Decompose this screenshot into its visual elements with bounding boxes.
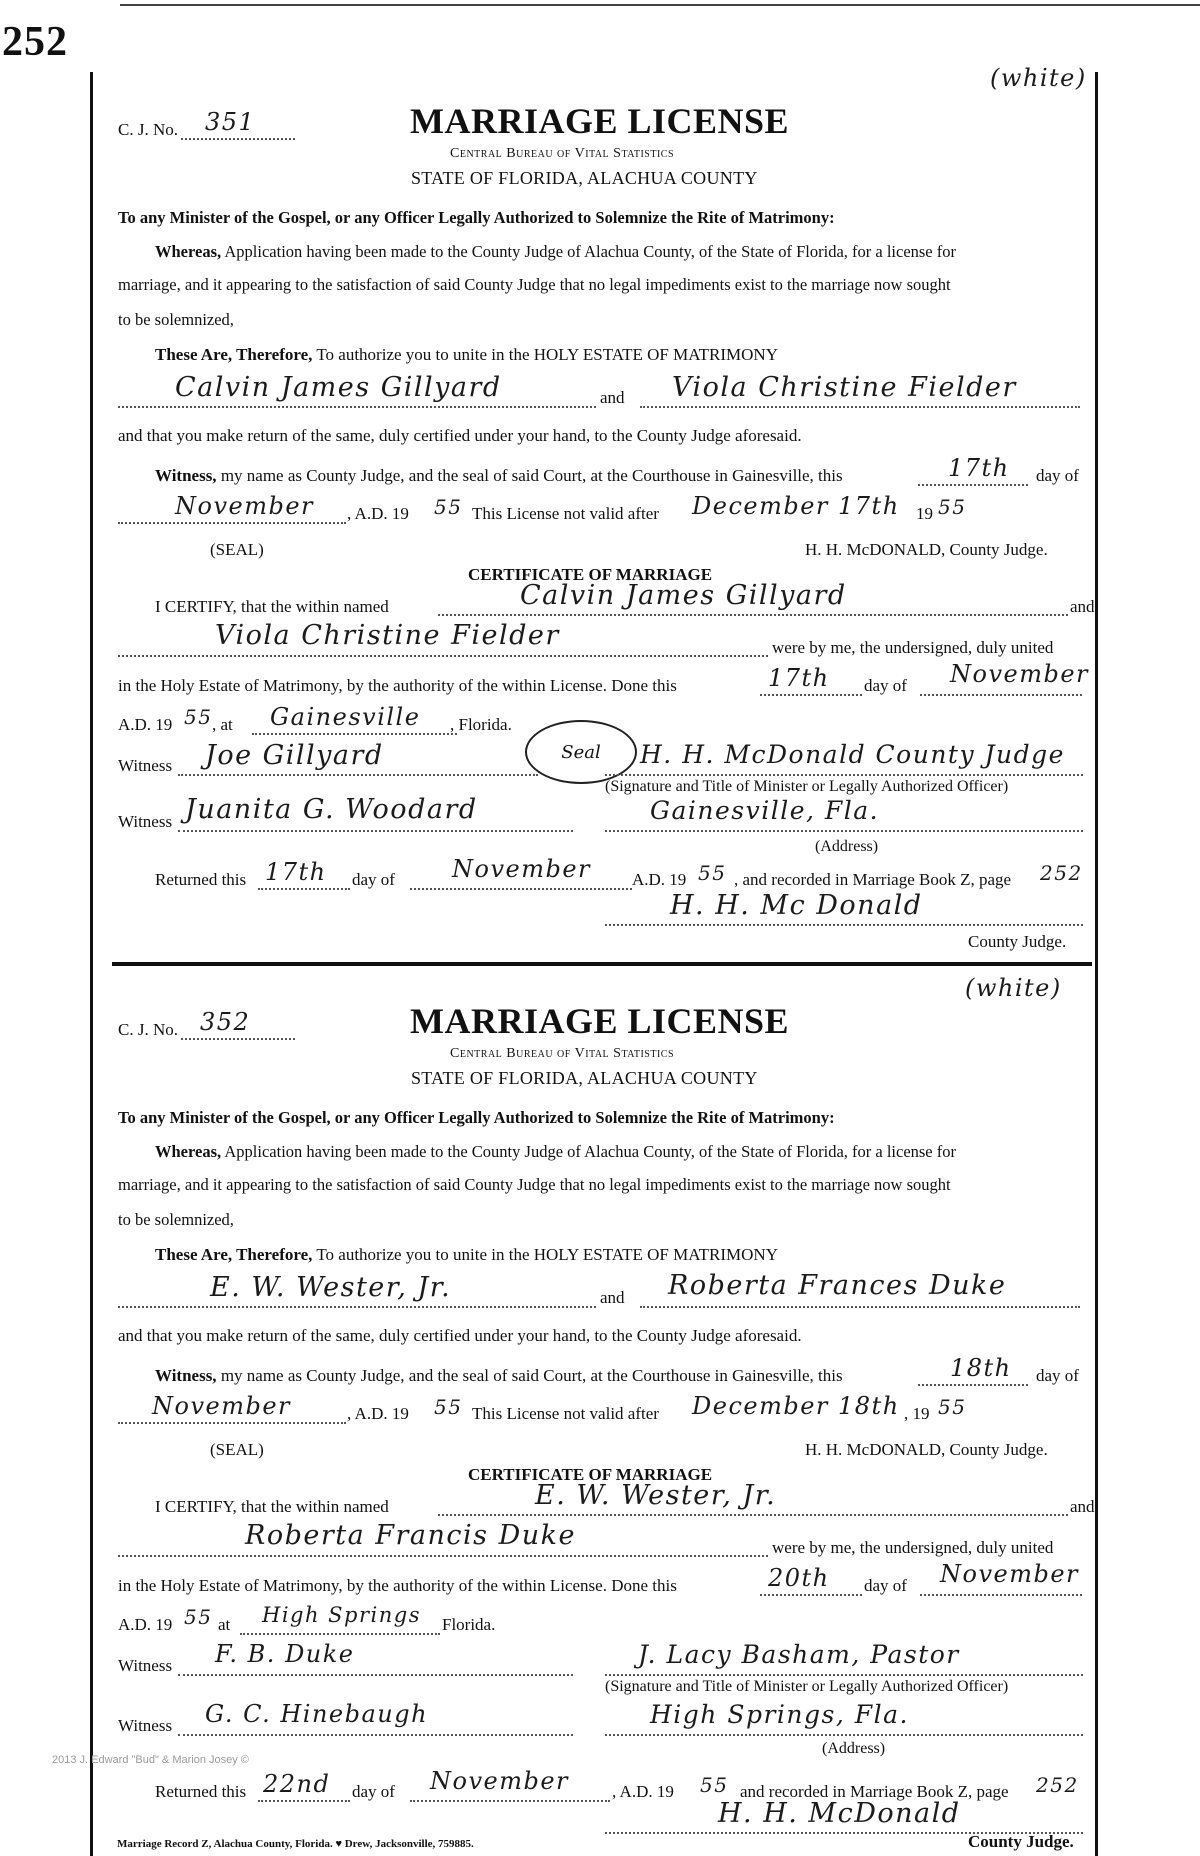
witness-line: Witness, my name as County Judge, and the seal of said Court, at the Courthouse in Gainesville, this <box>155 1366 843 1385</box>
holy-estate-line: in the Holy Estate of Matrimony, by the authority of the within License. Done this <box>118 676 677 695</box>
valid-sep: , 19 <box>904 1404 930 1423</box>
returned-month: November <box>452 855 592 883</box>
judge-signature-line: H. H. McDONALD, County Judge. <box>805 1440 1048 1459</box>
valid-until: December 17th <box>692 492 900 520</box>
ad-done-label: A.D. 19 <box>118 1615 173 1634</box>
issue-year: 55 <box>434 495 463 519</box>
state-line: STATE OF FLORIDA, ALACHUA COUNTY <box>411 1068 758 1088</box>
officer-caption: (Signature and Title of Minister or Legally Authorized Officer) <box>605 778 1009 795</box>
officer-signature: J. Lacy Basham, Pastor <box>638 1640 960 1669</box>
done-day-of: day of <box>864 1576 907 1595</box>
cert-bride: Roberta Francis Duke <box>245 1520 576 1551</box>
cert-and: and <box>1070 1497 1095 1516</box>
ad-label: , A.D. 19 <box>347 504 409 523</box>
returned-day-of: day of <box>352 1782 395 1801</box>
county-judge-label: County Judge. <box>968 932 1067 951</box>
witness-2-signature: G. C. Hinebaugh <box>205 1700 429 1728</box>
not-valid-label: This License not valid after <box>472 504 659 523</box>
ad-label: , A.D. 19 <box>347 1404 409 1423</box>
whereas-line-3: to be solemnized, <box>118 310 234 329</box>
returned-day: 17th <box>265 858 327 886</box>
and-word: and <box>600 388 625 407</box>
day-of-label: day of <box>1036 466 1079 485</box>
witness-1-label: Witness <box>118 756 173 775</box>
returned-label: Returned this <box>155 1782 247 1801</box>
seal-label: (SEAL) <box>210 1440 264 1459</box>
top-edge-rule <box>120 4 1200 7</box>
recorder-signature: H. H. Mc Donald <box>670 890 923 921</box>
certify-label: I CERTIFY, that the within named <box>155 597 389 616</box>
holy-estate-line: in the Holy Estate of Matrimony, by the authority of the within License. Done this <box>118 1576 677 1595</box>
recorded-text: and recorded in Marriage Book Z, page <box>740 1782 1009 1801</box>
copyright-watermark: 2013 J. Edward "Bud" & Marion Josey © <box>52 1754 249 1766</box>
at-label: at <box>218 1615 231 1634</box>
these-are-line: These Are, Therefore, To authorize you to unite in the HOLY ESTATE OF MATRIMONY <box>155 1245 778 1264</box>
done-month: November <box>950 660 1090 688</box>
and-word: and <box>600 1288 625 1307</box>
address-line: To any Minister of the Gospel, or any Officer Legally Authorized to Solemnize the Rite of Matrimony: <box>118 1108 835 1127</box>
issue-year: 55 <box>434 1395 463 1419</box>
ad-done-label: A.D. 19 <box>118 715 173 734</box>
witness-2-signature: Juanita G. Woodard <box>185 794 478 825</box>
returned-ad: A.D. 19 <box>632 870 687 889</box>
witness-1-signature: Joe Gillyard <box>205 740 384 771</box>
these-are-line: These Are, Therefore, To authorize you to unite in the HOLY ESTATE OF MATRIMONY <box>155 345 778 364</box>
address-caption: (Address) <box>815 838 879 855</box>
witness-2-label: Witness <box>118 812 173 831</box>
certify-label: I CERTIFY, that the within named <box>155 1497 389 1516</box>
whereas-line-2: marriage, and it appearing to the satisfaction of said County Judge that no legal impediments exist to the marriage now sought <box>118 1175 951 1194</box>
bureau-line: Central Bureau of Vital Statistics <box>450 146 675 161</box>
returned-month: November <box>430 1767 570 1795</box>
recorder-signature: H. H. McDonald <box>718 1798 961 1829</box>
state-line: STATE OF FLORIDA, ALACHUA COUNTY <box>411 168 758 188</box>
marriage-place: Gainesville <box>270 703 421 731</box>
marriage-place: High Springs <box>262 1603 422 1627</box>
valid-sep: 19 <box>916 504 933 523</box>
returned-day-of: day of <box>352 870 395 889</box>
day-of-label: day of <box>1036 1366 1079 1385</box>
issue-day: 18th <box>950 1354 1012 1382</box>
certificate-title: CERTIFICATE OF MARRIAGE <box>468 565 713 584</box>
license-title: MARRIAGE LICENSE <box>410 1001 790 1041</box>
cert-groom: E. W. Wester, Jr. <box>535 1480 777 1511</box>
witness-line: Witness, my name as County Judge, and the seal of said Court, at the Courthouse in Gainesville, this <box>155 466 843 485</box>
witness-2-label: Witness <box>118 1716 173 1735</box>
whereas-line-1: Whereas, Application having been made to the County Judge of Alachua County, of the State of Florida, for a license for <box>155 242 956 261</box>
officer-caption: (Signature and Title of Minister or Legally Authorized Officer) <box>605 1678 1009 1695</box>
return-line: and that you make return of the same, duly certified under your hand, to the County Judge aforesaid. <box>118 1326 802 1345</box>
judge-signature-line: H. H. McDONALD, County Judge. <box>805 540 1048 559</box>
returned-label: Returned this <box>155 870 247 889</box>
officer-address: Gainesville, Fla. <box>650 796 880 825</box>
recorded-text: , and recorded in Marriage Book Z, page <box>734 870 1012 889</box>
page-number: 252 <box>2 19 68 65</box>
cert-and: and <box>1070 597 1095 616</box>
return-line: and that you make return of the same, duly certified under your hand, to the County Judge aforesaid. <box>118 426 802 445</box>
cert-groom: Calvin James Gillyard <box>520 580 847 611</box>
certificate-title: CERTIFICATE OF MARRIAGE <box>468 1465 713 1484</box>
whereas-line-2: marriage, and it appearing to the satisfaction of said County Judge that no legal impediments exist to the marriage now sought <box>118 275 951 294</box>
united-text: were by me, the undersigned, duly united <box>772 1538 1054 1557</box>
officer-address: High Springs, Fla. <box>650 1700 909 1729</box>
race-note: (white) <box>990 64 1087 92</box>
florida-label: , Florida. <box>450 715 512 734</box>
not-valid-label: This License not valid after <box>472 1404 659 1423</box>
witness-1-label: Witness <box>118 1656 173 1675</box>
groom-name: Calvin James Gillyard <box>175 372 502 403</box>
officer-signature: H. H. McDonald County Judge <box>640 740 1065 769</box>
cj-label: C. J. No. <box>118 120 178 139</box>
bride-name: Viola Christine Fielder <box>672 372 1017 403</box>
issue-month: November <box>175 492 315 520</box>
groom-name: E. W. Wester, Jr. <box>210 1272 452 1303</box>
cj-label: C. J. No. <box>118 1020 178 1039</box>
valid-year: 55 <box>938 1395 967 1419</box>
done-day: 20th <box>768 1564 830 1592</box>
done-month: November <box>940 1560 1080 1588</box>
returned-day: 22nd <box>263 1770 331 1798</box>
united-text: were by me, the undersigned, duly united <box>772 638 1054 657</box>
done-day: 17th <box>768 664 830 692</box>
valid-year: 55 <box>938 495 967 519</box>
footer-county-judge: County Judge. <box>968 1832 1074 1851</box>
bureau-line: Central Bureau of Vital Statistics <box>450 1046 675 1061</box>
section-divider <box>112 962 1092 966</box>
valid-until: December 18th <box>692 1392 900 1420</box>
done-year: 55 <box>184 1605 213 1629</box>
returned-ad: , A.D. 19 <box>612 1782 674 1801</box>
at-label: , at <box>212 715 233 734</box>
returned-year: 55 <box>700 1773 729 1797</box>
court-seal-stamp: Seal <box>525 720 637 784</box>
race-note: (white) <box>965 974 1062 1002</box>
issue-day: 17th <box>948 454 1010 482</box>
witness-1-signature: F. B. Duke <box>215 1640 355 1668</box>
done-year: 55 <box>184 705 213 729</box>
address-line: To any Minister of the Gospel, or any Officer Legally Authorized to Solemnize the Rite of Matrimony: <box>118 208 835 227</box>
returned-year: 55 <box>698 861 727 885</box>
seal-label: (SEAL) <box>210 540 264 559</box>
done-day-of: day of <box>864 676 907 695</box>
florida-label: Florida. <box>442 1615 496 1634</box>
whereas-line-1: Whereas, Application having been made to the County Judge of Alachua County, of the State of Florida, for a license for <box>155 1142 956 1161</box>
book-page: 252 <box>1040 861 1083 885</box>
footer-note: Marriage Record Z, Alachua County, Florida. ♥ Drew, Jacksonville, 759885. <box>117 1838 474 1850</box>
address-caption: (Address) <box>822 1740 886 1757</box>
cj-number: 351 <box>205 108 256 136</box>
license-title: MARRIAGE LICENSE <box>410 101 790 141</box>
cj-number: 352 <box>200 1008 251 1036</box>
cert-bride: Viola Christine Fielder <box>215 620 560 651</box>
whereas-line-3: to be solemnized, <box>118 1210 234 1229</box>
issue-month: November <box>152 1392 292 1420</box>
bride-name: Roberta Frances Duke <box>668 1270 1007 1301</box>
book-page: 252 <box>1036 1773 1079 1797</box>
